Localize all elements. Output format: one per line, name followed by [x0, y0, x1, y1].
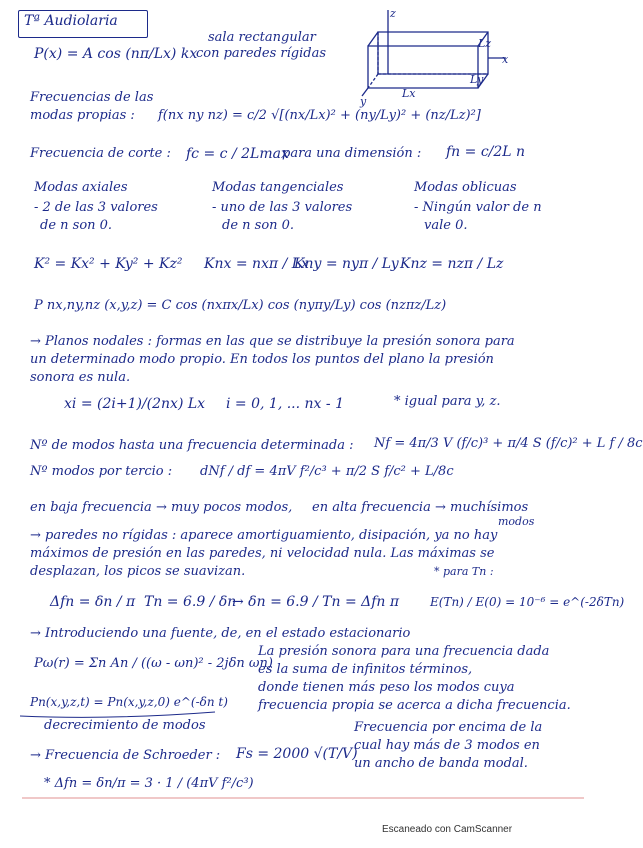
- schroeder-note-line2: cual hay más de 3 modos en: [354, 738, 540, 753]
- eigen-freq-eq: f(nx ny nz) = c/2 √[(nx/Lx)² + (ny/Ly)² + (nz/Lz)²]: [158, 108, 481, 123]
- knx-eq: Knx = nxπ / Lx: [204, 256, 309, 272]
- knz-eq: Knz = nzπ / Lz: [400, 256, 504, 272]
- bandwidth-eq: Δfn = δn / π: [50, 594, 136, 610]
- one-dim-eq: fn = c/2L n: [446, 144, 526, 160]
- nodal-planes-line1: → Planos nodales : formas en las que se distribuye la presión sonora para: [30, 334, 515, 349]
- mode-density-label: Nº modos por tercio :: [30, 464, 173, 479]
- mode-decay-label: decrecimiento de modos: [44, 718, 206, 733]
- diagram-x-label: x: [502, 53, 509, 66]
- nodal-index-range: i = 0, 1, ... nx - 1: [226, 396, 344, 412]
- schroeder-note-line3: un ancho de banda modal.: [354, 756, 528, 771]
- tangential-modes-line2: de n son 0.: [222, 218, 295, 233]
- kny-eq: Kny = nyπ / Ly: [294, 256, 399, 272]
- energy-decay-eq: E(Tn) / E(0) = 10⁻⁶ = e^(-2δTn): [430, 595, 625, 609]
- tn-eq: Tn = 6.9 / δn: [144, 594, 237, 610]
- heading-eigen-modes: modas propias :: [30, 108, 135, 123]
- nonrigid-walls-line3: desplazan, los picos se suavizan.: [30, 564, 246, 579]
- note-rigid-walls: con paredes rígidas: [196, 46, 327, 61]
- oblique-modes-title: Modas oblicuas: [414, 180, 517, 195]
- one-dim-label: para una dimensión :: [282, 146, 422, 161]
- axial-modes-title: Modas axiales: [34, 180, 128, 195]
- diagram-ly-label: Ly: [470, 73, 484, 86]
- diagram-lz-label: Lz: [478, 37, 492, 50]
- mode-count-label: Nº de modos hasta una frecuencia determinada :: [30, 438, 354, 453]
- tn-note: * para Tn :: [434, 565, 494, 578]
- tangential-modes-line1: - uno de las 3 valores: [212, 200, 353, 215]
- page-title: Tª Audiolaria: [24, 13, 118, 29]
- camscanner-footer: Escaneado con CamScanner: [382, 824, 513, 835]
- schroeder-note-line1: Frecuencia por encima de la: [354, 720, 543, 735]
- nodal-planes-line3: sonora es nula.: [30, 370, 131, 385]
- source-heading: → Introduciendo una fuente, de, en el estado estacionario: [30, 626, 411, 641]
- diagram-z-label: z: [390, 7, 396, 20]
- wave-number-eq: K² = Kx² + Ky² + Kz²: [34, 256, 183, 272]
- axial-modes-line2: de n son 0.: [40, 218, 113, 233]
- steady-note-line1: La presión sonora para una frecuencia dada: [258, 644, 550, 659]
- schroeder-bandwidth-eq: * Δfn = δn/π = 3 · 1 / (4πV f²/c³): [44, 776, 254, 791]
- heading-eigen-freq: Frecuencias de las: [30, 90, 154, 105]
- low-freq-note: en baja frecuencia → muy pocos modos,: [30, 500, 293, 515]
- high-freq-note: en alta frecuencia → muchísimos: [312, 500, 529, 515]
- cutoff-eq: fc = c / 2Lmax: [186, 146, 289, 162]
- diagram-y-label: y: [360, 95, 367, 108]
- damping-eq: → δn = 6.9 / Tn = Δfn π: [232, 594, 400, 610]
- nodal-planes-line2: un determinado modo propio. En todos los puntos del plano la presión: [30, 352, 494, 367]
- diagram-lx-label: Lx: [402, 87, 416, 100]
- oblique-modes-line1: - Ningún valor de n: [414, 200, 542, 215]
- steady-note-line4: frecuencia propia se acerca a dicha frecuencia.: [258, 698, 571, 713]
- tangential-modes-title: Modas tangenciales: [212, 180, 344, 195]
- cutoff-heading: Frecuencia de corte :: [30, 146, 171, 161]
- oblique-modes-line2: vale 0.: [424, 218, 468, 233]
- pressure-1d-eq: P(x) = A cos (nπ/Lx) kx: [34, 46, 198, 62]
- pressure-3d-eq: P nx,ny,nz (x,y,z) = C cos (nxπx/Lx) cos (nyπy/Ly) cos (nzπz/Lz): [34, 298, 447, 313]
- mode-decay-eq: Pn(x,y,z,t) = Pn(x,y,z,0) e^(-δn t): [30, 695, 228, 709]
- steady-note-line2: es la suma de infinitos términos,: [258, 662, 473, 677]
- schroeder-eq: Fs = 2000 √(T/V): [236, 746, 358, 762]
- schroeder-heading: → Frecuencia de Schroeder :: [30, 748, 221, 763]
- axial-modes-line1: - 2 de las 3 valores: [34, 200, 158, 215]
- nodal-position-eq: xi = (2i+1)/(2nx) Lx: [64, 396, 206, 412]
- nonrigid-walls-line2: máximos de presión en las paredes, ni velocidad nula. Las máximas se: [30, 546, 495, 561]
- note-rect-room: sala rectangular: [208, 30, 316, 45]
- nodal-same-yz: * igual para y, z.: [394, 394, 501, 409]
- high-freq-modes: modos: [498, 515, 535, 528]
- mode-count-eq: Nf = 4π/3 V (f/c)³ + π/4 S (f/c)² + L f / 8c: [374, 436, 643, 451]
- mode-density-eq: dNf / df = 4πV f²/c³ + π/2 S f/c² + L/8c: [200, 464, 454, 479]
- steady-note-line3: donde tienen más peso los modos cuya: [258, 680, 515, 695]
- steady-state-eq: Pω(r) = Σn An / ((ω - ωn)² - 2jδn ωn): [34, 656, 273, 671]
- nonrigid-walls-line1: → paredes no rígidas : aparece amortiguamiento, disipación, ya no hay: [30, 528, 498, 543]
